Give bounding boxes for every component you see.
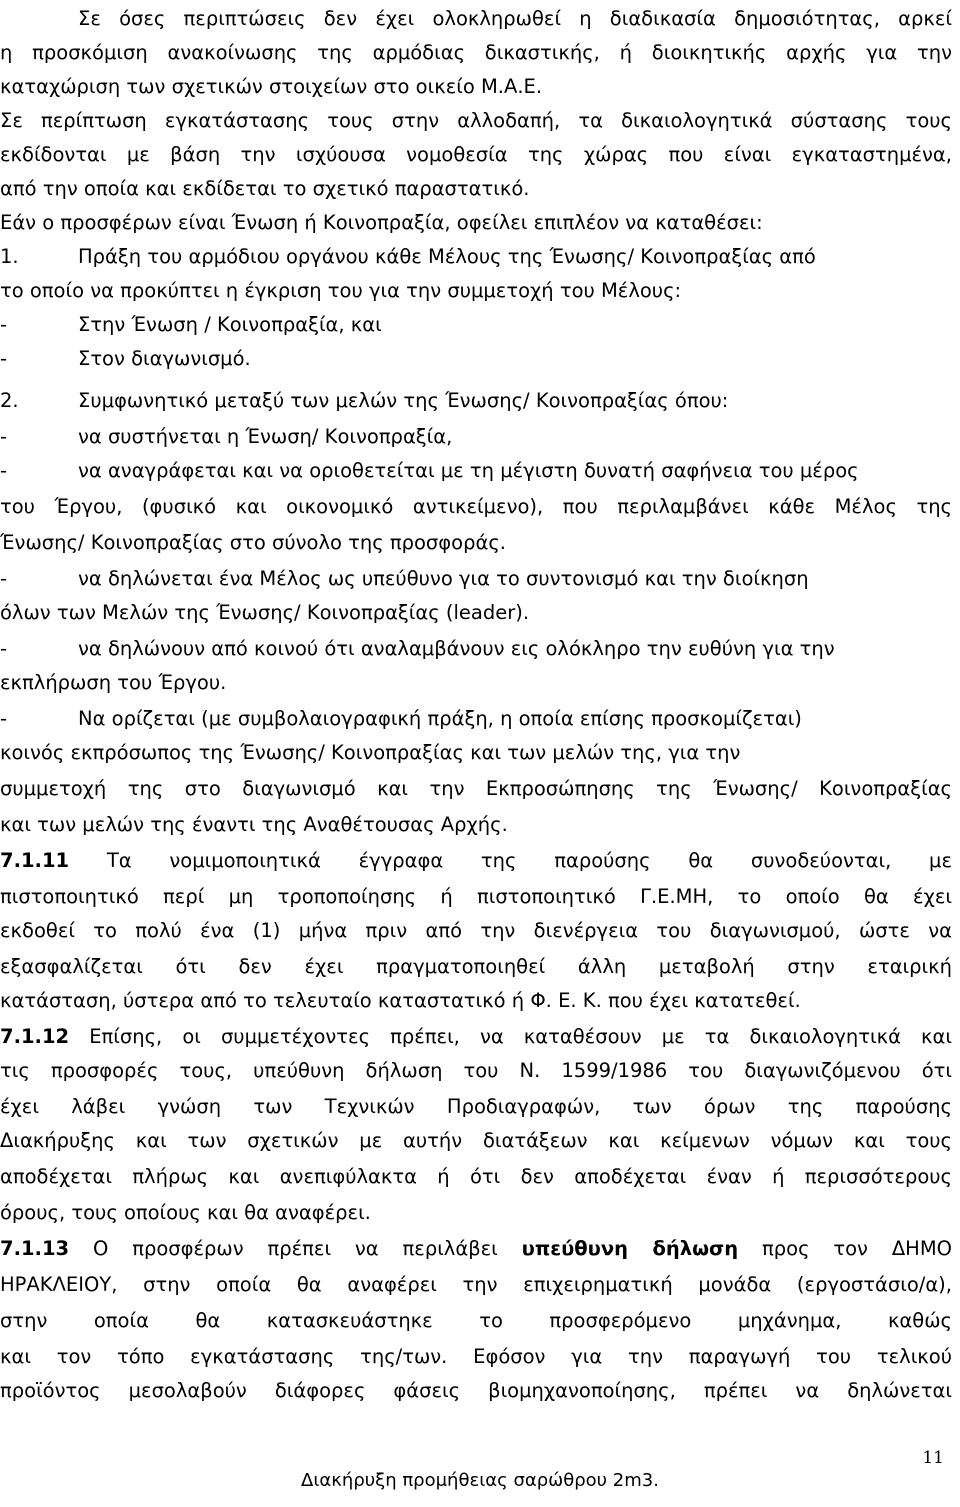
text-line: έχει λάβει γνώση των Τεχνικών Προδιαγραφών, των όρων της παρούσης [0,1095,952,1118]
text-line: Σε όσες περιπτώσεις δεν έχει ολοκληρωθεί η διαδικασία δημοσιότητας, αρκεί [78,7,952,30]
text-line: Να ορίζεται (με συμβολαιογραφική πράξη, η οποία επίσης προσκομίζεται) [78,707,802,730]
text-line: του Έργου, (φυσικό και οικονομικό αντικείμενο), που περιλαμβάνει κάθε Μέλος της [0,495,952,518]
list-item [0,562,960,596]
text-line: στην οποία θα κατασκευάστηκε το προσφερόμενο μηχάνημα, καθώς [0,1309,952,1332]
text-line: από την οποία και εκδίδεται το σχετικό παραστατικό. [0,177,530,200]
dash-bullet: - [0,313,8,336]
text-line: συμμετοχή της στο διαγωνισμό και την Εκπροσώπησης της Ένωσης/ Κοινοπραξίας [0,777,952,800]
list-item [0,384,960,418]
text-line: αποδέχεται πλήρως και ανεπιφύλακτα ή ότι δεν αποδέχεται έναν ή περισσότερους [0,1165,952,1188]
section-number: 7.1.13 [0,1237,70,1260]
text-line: κατάσταση, ύστερα από το τελευταίο καταστατικό ή Φ. Ε. Κ. που έχει κατατεθεί. [0,989,801,1012]
text-line: να αναγράφεται και να οριοθετείται με τη μέγιστη δυνατή σαφήνεια του μέρος [78,459,859,482]
list-item [0,702,960,736]
text-line: ΗΡΑΚΛΕΙΟΥ, στην οποία θα αναφέρει την επιχειρηματική μονάδα (εργοστάσιο/α), [0,1273,952,1296]
dash-bullet: - [0,425,8,448]
list-item [0,632,960,666]
text-line: εκπλήρωση του Έργου. [0,671,227,694]
text-line: κοινός εκπρόσωπος της Ένωσης/ Κοινοπραξίας και των μελών της, για την [0,741,741,764]
section-number: 7.1.12 [0,1025,70,1048]
text-line: και των μελών της έναντι της Αναθέτουσας Αρχής. [0,813,508,836]
section-7-1-11 [0,844,952,878]
section-number: 7.1.11 [0,849,70,872]
text-line: Εάν ο προσφέρων είναι Ένωση ή Κοινοπραξία, οφείλει επιπλέον να καταθέσει: [0,211,763,234]
text-line: Ένωσης/ Κοινοπραξίας στο σύνολο της προσφοράς. [0,531,506,554]
section-7-1-12 [0,1020,952,1054]
text-line: Ο προσφέρων πρέπει να περιλάβει [92,1237,498,1260]
dash-bullet: - [0,459,8,482]
text-line: προς τον ΔΗΜΟ [762,1237,952,1260]
section-7-1-13 [0,1232,952,1266]
text-line: πιστοποιητικό περί μη τροποποίησης ή πιστοποιητικό Γ.Ε.ΜΗ, το οποίο θα έχει [0,885,952,908]
list-item [0,420,960,454]
text-line: εκδοθεί το πολύ ένα (1) μήνα πριν από την διενέργεια του διαγωνισμού, ώστε να [0,919,952,942]
text-line: εκδίδονται με βάση την ισχύουσα νομοθεσία της χώρας που είναι εγκαταστημένα, [0,143,952,166]
list-item [0,308,960,342]
dash-bullet: - [0,707,8,730]
list-number: 1. [0,245,19,268]
text-line: να συστήνεται η Ένωση/ Κοινοπραξία, [78,425,453,448]
list-item [0,454,960,488]
dash-bullet: - [0,347,8,370]
text-line: το οποίο να προκύπτει η έγκριση του για την συμμετοχή του Μέλους: [0,279,682,302]
text-line: και τον τόπο εγκατάστασης της/των. Εφόσον για την παραγωγή του τελικού [0,1345,952,1368]
text-line: προϊόντος μεσολαβούν διάφορες φάσεις βιομηχανοποίησης, πρέπει να δηλώνεται [0,1379,952,1402]
dash-bullet: - [0,567,8,590]
text-line: Επίσης, οι συμμετέχοντες πρέπει, να καταθέσουν με τα δικαιολογητικά και [89,1025,952,1048]
list-number: 2. [0,389,19,412]
text-line: να δηλώνουν από κοινού ότι αναλαμβάνουν εις ολόκληρο την ευθύνη για την [78,637,835,660]
text-line: Πράξη του αρμόδιου οργάνου κάθε Μέλους της Ένωσης/ Κοινοπραξίας από [78,245,816,268]
text-line: καταχώριση των σχετικών στοιχείων στο οικείο Μ.Α.Ε. [0,75,543,98]
text-line: τις προσφορές τους, υπεύθυνη δήλωση του Ν. 1599/1986 του διαγωνιζόμενου ότι [0,1059,952,1082]
text-line: Διακήρυξης και των σχετικών με αυτήν διατάξεων και κείμενων νόμων και τους [0,1129,952,1152]
text-line: Συμφωνητικό μεταξύ των μελών της Ένωσης/ Κοινοπραξίας όπου: [78,389,729,412]
text-line: όλων των Μελών της Ένωσης/ Κοινοπραξίας (leader). [0,601,530,624]
bold-phrase: υπεύθυνη δήλωση [521,1237,739,1260]
text-line: Σε περίπτωση εγκατάστασης τους στην αλλοδαπή, τα δικαιολογητικά σύστασης τους [0,109,952,132]
list-item [0,342,960,376]
text-line: η προσκόμιση ανακοίνωσης της αρμόδιας δικαστικής, ή διοικητικής αρχής για την [0,41,952,64]
text-line: Στην Ένωση / Κοινοπραξία, και [78,313,382,336]
text-line: Στον διαγωνισμό. [78,347,251,370]
text-line: Τα νομιμοποιητικά έγγραφα της παρούσης θα συνοδεύονται, με [106,849,952,872]
text-line: εξασφαλίζεται ότι δεν έχει πραγματοποιηθεί άλλη μεταβολή στην εταιρική [0,955,952,978]
list-item [0,240,960,274]
dash-bullet: - [0,637,8,660]
text-line: όρους, τους οποίους και θα αναφέρει. [0,1201,371,1224]
text-line: να δηλώνεται ένα Μέλος ως υπεύθυνο για το συντονισμό και την διοίκηση [78,567,809,590]
page-footer: Διακήρυξη προμήθειας σαρώθρου 2m3. [301,1470,659,1491]
page-number: 11 [922,1448,944,1468]
